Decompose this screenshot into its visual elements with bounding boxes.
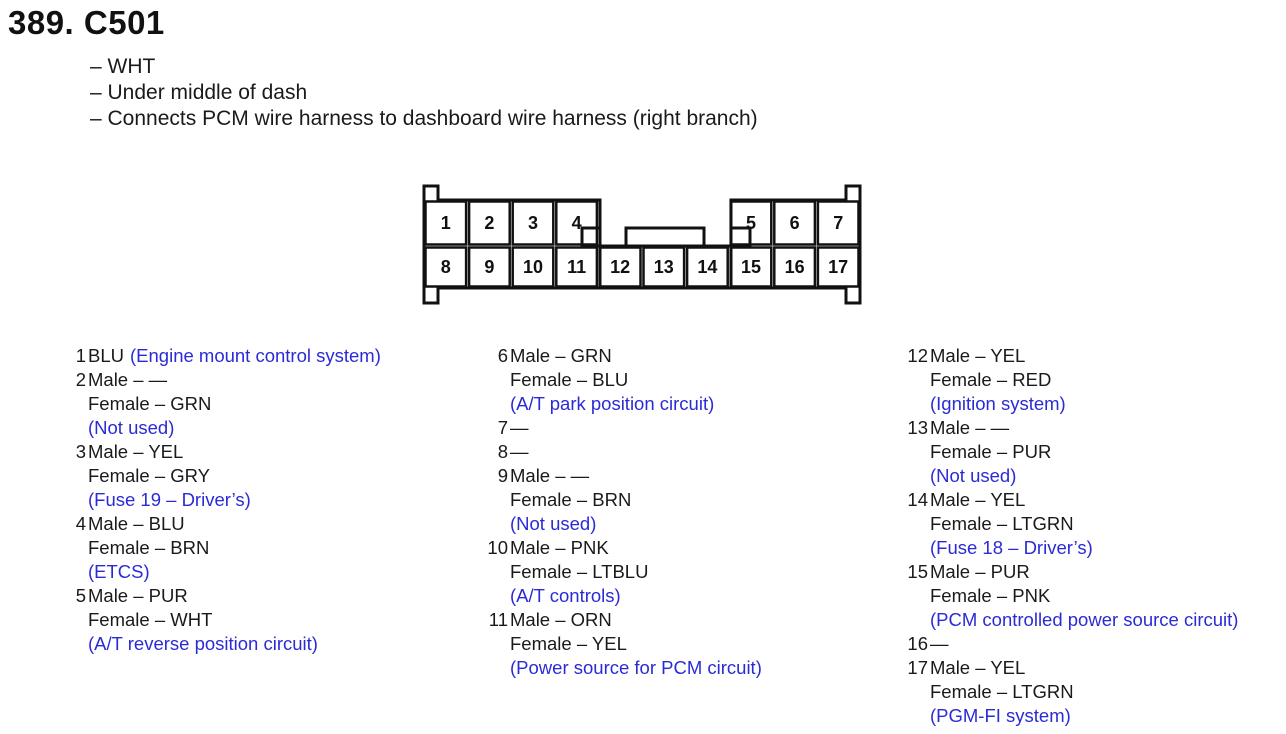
pin-number-3: 3 — [527, 213, 539, 233]
indent-spacer — [478, 368, 508, 392]
pin-male-wire: Male – YEL — [930, 489, 1026, 510]
pin-male-wire: Male – YEL — [930, 657, 1026, 678]
pin-male-wire: Male – ORN — [510, 609, 612, 630]
pin-entry-9 — [478, 464, 762, 536]
pin-circuit-note: (Fuse 19 – Driver’s) — [88, 489, 251, 510]
indent-spacer — [478, 392, 508, 416]
pin-entry-12 — [898, 344, 1238, 416]
pin-entry-3 — [66, 440, 381, 512]
pin-number: 2 — [75, 369, 86, 390]
indent-spacer — [898, 608, 928, 632]
indent-spacer — [898, 464, 928, 488]
connector-description — [90, 54, 758, 132]
indent-spacer — [478, 656, 508, 680]
pin-entry-1 — [66, 344, 381, 368]
pin-number-11: 11 — [567, 257, 587, 277]
pin-number-16: 16 — [784, 257, 805, 277]
pin-circuit-note: (A/T controls) — [510, 585, 621, 606]
pin-number-8: 8 — [440, 257, 451, 277]
indent-spacer — [898, 392, 928, 416]
pin-male-wire: Male – — — [510, 465, 590, 486]
indent-spacer — [898, 440, 928, 464]
pin-number: 11 — [488, 609, 508, 630]
pin-female-wire: Female – RED — [930, 369, 1052, 390]
pin-number-5: 5 — [745, 213, 757, 233]
pin-male-wire: Male – PUR — [930, 561, 1030, 582]
pin-male-wire: Male – — — [88, 369, 168, 390]
indent-spacer — [478, 632, 508, 656]
pin-number: 15 — [907, 561, 928, 582]
pin-female-wire: Female – BLU — [510, 369, 629, 390]
pin-number-12: 12 — [610, 257, 631, 277]
pin-entry-16 — [898, 632, 1238, 656]
pin-number-6: 6 — [789, 213, 800, 233]
pin-circuit-note: (A/T reverse position circuit) — [88, 633, 318, 654]
indent-spacer — [898, 704, 928, 728]
pin-number: 7 — [497, 417, 508, 438]
description-color: – WHT — [90, 55, 156, 78]
pin-male-wire: Male – YEL — [88, 441, 184, 462]
pin-number: 9 — [497, 465, 508, 486]
description-connection: – Connects PCM wire harness to dashboard wire harness (right branch) — [90, 107, 758, 130]
pin-number-17: 17 — [828, 257, 849, 277]
pin-female-wire: Female – GRY — [88, 465, 211, 486]
pin-number-1: 1 — [440, 213, 451, 233]
pin-female-wire: Female – GRN — [88, 393, 212, 414]
pin-male-wire: Male – PUR — [88, 585, 188, 606]
pin-female-wire: Female – LTGRN — [930, 681, 1074, 702]
indent-spacer — [66, 608, 86, 632]
pin-entry-17 — [898, 656, 1238, 728]
pin-number-13: 13 — [653, 257, 674, 277]
pin-male-wire: — — [930, 633, 949, 654]
page-title: 389. C501 — [8, 4, 165, 41]
pin-number: 4 — [75, 513, 86, 534]
pin-entry-5 — [66, 584, 381, 656]
pin-number-9: 9 — [484, 257, 495, 277]
pin-male-wire: — — [510, 417, 529, 438]
pin-number-14: 14 — [697, 257, 718, 277]
pin-female-wire: Female – BRN — [88, 537, 210, 558]
pin-circuit-note: (PCM controlled power source circuit) — [930, 609, 1239, 630]
pin-entry-6 — [478, 344, 762, 416]
pin-circuit-note: (Ignition system) — [930, 393, 1066, 414]
pin-number: 3 — [75, 441, 86, 462]
pin-female-wire: Female – BRN — [510, 489, 632, 510]
indent-spacer — [66, 560, 86, 584]
indent-spacer — [898, 368, 928, 392]
pin-male-wire: Male – BLU — [88, 513, 185, 534]
pin-number: 10 — [487, 537, 508, 558]
indent-spacer — [478, 488, 508, 512]
pin-number: 17 — [907, 657, 928, 678]
pin-female-wire: Female – PUR — [930, 441, 1052, 462]
indent-spacer — [66, 392, 86, 416]
connector-face-svg — [420, 182, 866, 308]
pin-female-wire: Female – WHT — [88, 609, 213, 630]
indent-spacer — [66, 536, 86, 560]
pin-male-wire: Male – PNK — [510, 537, 609, 558]
indent-spacer — [478, 584, 508, 608]
pin-circuit-note: (Fuse 18 – Driver’s) — [930, 537, 1093, 558]
pin-female-wire: Female – YEL — [510, 633, 627, 654]
pin-circuit-note: (A/T park position circuit) — [510, 393, 715, 414]
pin-circuit-note: (Not used) — [88, 417, 175, 438]
connector-diagram — [420, 182, 866, 308]
pin-number: 6 — [497, 345, 508, 366]
pin-entry-2 — [66, 368, 381, 440]
pin-entry-14 — [898, 488, 1238, 560]
pin-entry-10 — [478, 536, 762, 608]
pin-male-wire: BLU — [88, 345, 124, 366]
pin-female-wire: Female – LTGRN — [930, 513, 1074, 534]
pin-male-wire: Male – YEL — [930, 345, 1026, 366]
pin-number: 13 — [907, 417, 928, 438]
pin-number: 1 — [75, 345, 86, 366]
pin-circuit-note: (Not used) — [930, 465, 1017, 486]
pin-circuit-note: (Engine mount control system) — [130, 345, 381, 366]
indent-spacer — [898, 536, 928, 560]
pin-number: 5 — [75, 585, 86, 606]
indent-spacer — [898, 512, 928, 536]
pin-number: 12 — [907, 345, 928, 366]
pin-female-wire: Female – PNK — [930, 585, 1051, 606]
pin-entry-7 — [478, 416, 762, 440]
indent-spacer — [66, 416, 86, 440]
pin-column-middle — [478, 344, 762, 680]
pin-male-wire: Male – GRN — [510, 345, 612, 366]
pin-number-4: 4 — [571, 213, 582, 233]
indent-spacer — [898, 680, 928, 704]
pin-number-15: 15 — [740, 257, 762, 277]
indent-spacer — [478, 512, 508, 536]
pin-entry-11 — [478, 608, 762, 680]
pin-number: 16 — [907, 633, 928, 654]
pin-male-wire: Male – — — [930, 417, 1010, 438]
pin-circuit-note: (Not used) — [510, 513, 597, 534]
indent-spacer — [478, 560, 508, 584]
pin-entry-4 — [66, 512, 381, 584]
pin-column-right — [898, 344, 1238, 728]
pin-entry-13 — [898, 416, 1238, 488]
connector-lock-tab — [626, 228, 704, 246]
pin-number-7: 7 — [833, 213, 844, 233]
pin-female-wire: Female – LTBLU — [510, 561, 649, 582]
indent-spacer — [66, 464, 86, 488]
description-location: – Under middle of dash — [90, 81, 308, 104]
pin-column-left — [66, 344, 381, 656]
pin-circuit-note: (PGM-FI system) — [930, 705, 1071, 726]
pin-circuit-note: (ETCS) — [88, 561, 150, 582]
pin-number: 14 — [907, 489, 928, 510]
pin-number: 8 — [497, 441, 508, 462]
pin-number-10: 10 — [522, 257, 544, 277]
pin-male-wire: — — [510, 441, 529, 462]
pin-entry-8 — [478, 440, 762, 464]
pin-circuit-note: (Power source for PCM circuit) — [510, 657, 762, 678]
indent-spacer — [66, 488, 86, 512]
indent-spacer — [66, 632, 86, 656]
indent-spacer — [898, 584, 928, 608]
pin-entry-15 — [898, 560, 1238, 632]
pin-number-2: 2 — [484, 213, 495, 233]
